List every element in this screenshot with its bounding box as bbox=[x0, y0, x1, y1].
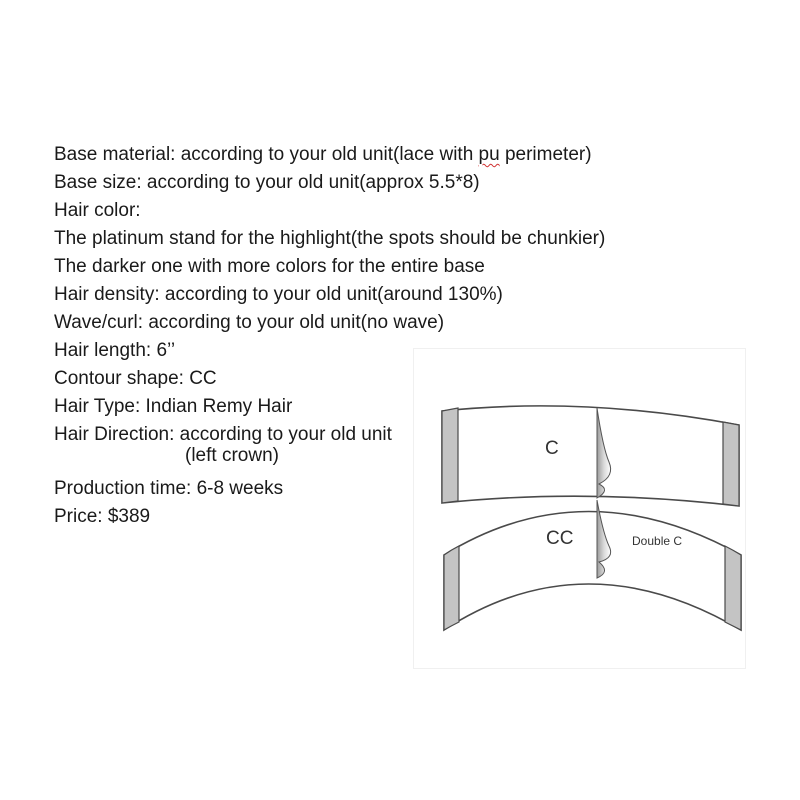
label-cc: CC bbox=[546, 528, 574, 549]
spec-hair-direction-note: (left crown) bbox=[185, 445, 279, 466]
spec-price: Price: $389 bbox=[54, 506, 151, 527]
spec-color-note-base: The darker one with more colors for the entire base bbox=[54, 256, 485, 277]
figure-frame bbox=[414, 349, 746, 669]
cc-shape-left-tab bbox=[444, 546, 459, 630]
spec-wave-curl: Wave/curl: according to your old unit(no wave) bbox=[54, 312, 445, 333]
c-shape-outline bbox=[442, 406, 739, 506]
spec-hair-type: Hair Type: Indian Remy Hair bbox=[54, 396, 293, 417]
spec-hair-density: Hair density: according to your old unit(around 130%) bbox=[54, 284, 503, 305]
contour-shape-svg bbox=[413, 348, 746, 669]
spec-color-note-highlight: The platinum stand for the highlight(the spots should be chunkier) bbox=[54, 228, 606, 249]
spec-production-time: Production time: 6-8 weeks bbox=[54, 478, 284, 499]
cc-shape-right-tab bbox=[725, 546, 741, 630]
c-shape-right-tab bbox=[723, 422, 739, 506]
spec-base-material bbox=[54, 141, 654, 169]
spec-base-size: Base size: according to your old unit(approx 5.5*8) bbox=[54, 172, 480, 193]
base-material-text: Base material: according to your old unit(lace with bbox=[54, 144, 479, 165]
contour-shape-illustration bbox=[413, 348, 746, 669]
c-shape-left-tab bbox=[442, 408, 458, 503]
label-double-c: Double C bbox=[632, 534, 683, 548]
spec-contour-shape: Contour shape: CC bbox=[54, 368, 217, 389]
c-shape bbox=[442, 406, 739, 506]
spec-hair-color: Hair color: bbox=[54, 200, 141, 221]
base-material-text-end: perimeter) bbox=[499, 144, 592, 165]
spec-hair-length: Hair length: 6’’ bbox=[54, 340, 176, 361]
spellcheck-word: pu bbox=[478, 144, 500, 165]
spec-hair-direction: Hair Direction: according to your old unit bbox=[54, 424, 392, 445]
label-c: C bbox=[545, 438, 559, 459]
